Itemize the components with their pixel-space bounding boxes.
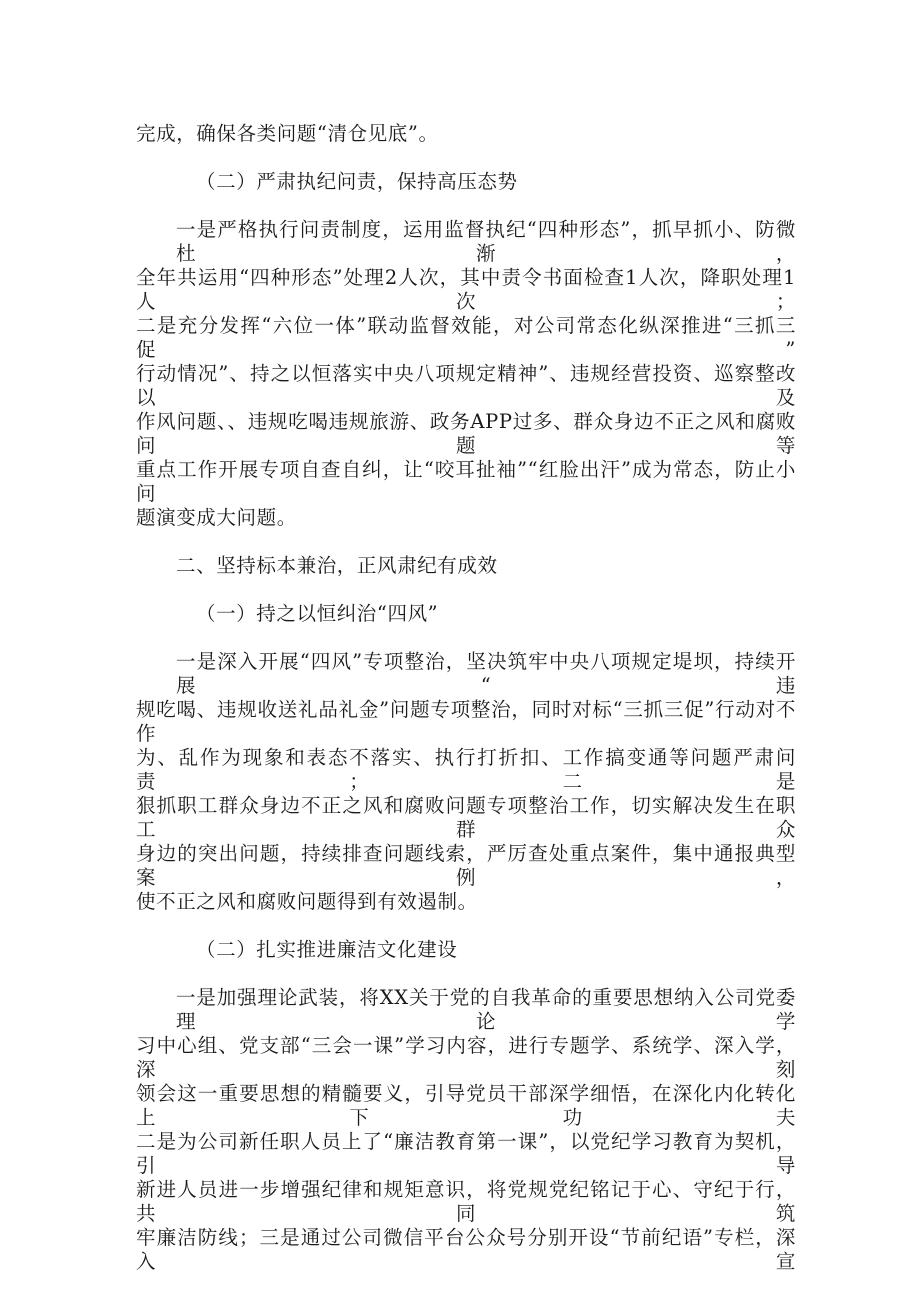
section-heading: （二）扎实推进廉洁文化建设 (196, 938, 458, 961)
text-line: 一是严格执行问责制度，运用监督执纪“四种形态”，抓早抓小、防微杜渐， (176, 218, 796, 265)
text-line: 新进人员进一步增强纪律和规矩意识，将党规党纪铭记于心、守纪于行，共同筑 (136, 1178, 796, 1225)
section-heading: 二、坚持标本兼治，正风肃纪有成效 (176, 554, 498, 577)
text-line: 二是为公司新任职人员上了“廉洁教育第一课”，以党纪学习教育为契机，引导 (136, 1130, 796, 1177)
text-line: 为、乱作为现象和表态不落实、执行打折扣、工作搞变通等问题严肃问责；二是 (136, 746, 796, 793)
text-line: 一是加强理论武装，将XX关于党的自我革命的重要思想纳入公司党委理论学 (176, 986, 796, 1033)
section-heading: （二）严肃执纪问责，保持高压态势 (196, 170, 518, 193)
text-line: 作风问题、、违规吃喝违规旅游、政务APP过多、群众身边不正之风和腐败问题等 (136, 410, 796, 457)
text-line: 行动情况”、持之以恒落实中央八项规定精神”、违规经营投资、巡察整改以及 (136, 362, 796, 409)
text-line: 完成，确保各类问题“清仓见底”。 (136, 122, 439, 145)
text-line: 使不正之风和腐败问题得到有效遏制。 (136, 890, 478, 913)
section-heading: （一）持之以恒纠治“四风” (196, 602, 439, 625)
text-line: 题演变成大问题。 (136, 506, 297, 529)
text-line: 习中心组、党支部“三会一课”学习内容，进行专题学、系统学、深入学，深刻 (136, 1034, 796, 1081)
text-line: 一是深入开展“四风”专项整治，坚决筑牢中央八项规定堤坝，持续开展“违 (176, 650, 796, 697)
text-line: 重点工作开展专项自查自纠，让“咬耳扯袖”“红脸出汗”成为常态，防止小问 (136, 458, 796, 505)
text-line: 狠抓职工群众身边不正之风和腐败问题专项整治工作，切实解决发生在职工群众 (136, 794, 796, 841)
text-line: 二是充分发挥“六位一体”联动监督效能，对公司常态化纵深推进“三抓三促” (136, 314, 796, 361)
text-line: 规吃喝、违规收送礼品礼金”问题专项整治，同时对标“三抓三促”行动对不作 (136, 698, 796, 745)
text-line: 牢廉洁防线；三是通过公司微信平台公众号分别开设“节前纪语”专栏，深入宣 (136, 1226, 796, 1273)
text-line: 领会这一重要思想的精髓要义，引导党员干部深学细悟，在深化内化转化上下功夫 (136, 1082, 796, 1129)
text-line: 身边的突出问题，持续排查问题线索，严厉查处重点案件，集中通报典型案例， (136, 842, 796, 889)
text-line: 全年共运用“四种形态”处理2人次，其中责令书面检查1人次，降职处理1人次； (136, 266, 796, 313)
